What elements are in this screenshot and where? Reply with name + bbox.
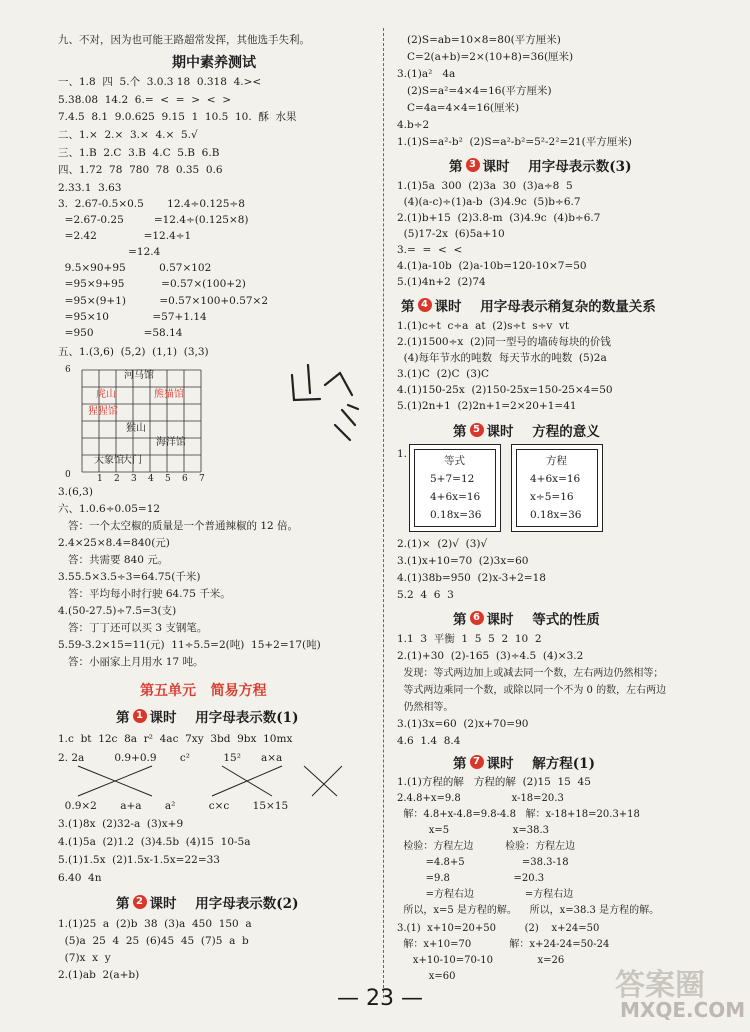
text-line: 二、1.× 2.× 3.× 4.× 5.√ bbox=[58, 129, 198, 141]
text-line: 1.(1)方程的解 方程的解 (2)15 15 45 bbox=[397, 776, 591, 788]
text-line: 等式两边乘同一个数，或除以同一个不为 0 的数，左右两边 bbox=[397, 685, 667, 696]
matching-lines bbox=[52, 764, 378, 800]
lesson-heading-6 bbox=[453, 608, 600, 628]
text-line: 1.(1)5a 300 (2)3a 30 (3)a÷8 5 bbox=[397, 180, 573, 192]
box-title: 等式 bbox=[444, 455, 465, 467]
text-line: 1.(1)25 a (2)b 38 (3)a 450 150 a bbox=[58, 918, 252, 930]
text-line: (2)S=ab=10×8=80(平方厘米) bbox=[407, 34, 561, 46]
text-line: 4.(50-27.5)÷7.5=3(支) bbox=[58, 605, 177, 617]
lesson-heading-4 bbox=[401, 295, 656, 315]
text-line: 三、1.B 2.C 3.B 4.C 5.B 6.B bbox=[58, 147, 220, 159]
text-line: x=5 x=38.3 bbox=[397, 825, 550, 836]
text-line: 3.(1)8x (2)32-a (3)x+9 bbox=[58, 818, 184, 830]
handwritten-scribble bbox=[280, 355, 380, 445]
text-line: 5.(1)2n+1 (2)2n+1=2×20+1=41 bbox=[397, 400, 577, 412]
text-line: 4.6 1.4 8.4 bbox=[397, 735, 461, 747]
text-line: =95×9+95 =0.57×(100+2) bbox=[58, 278, 246, 290]
lesson-number-badge: 4 bbox=[418, 298, 432, 312]
map-y-0: 0 bbox=[65, 470, 71, 480]
box-item: 4+6x=16 bbox=[530, 473, 581, 485]
box-title: 方程 bbox=[546, 455, 567, 467]
heading-prefix: 第 bbox=[116, 896, 130, 912]
lesson-number-badge: 6 bbox=[470, 611, 484, 625]
lesson-number-badge: 1 bbox=[133, 709, 147, 723]
text-line: (7)x x y bbox=[58, 952, 111, 964]
lesson-heading-2 bbox=[116, 892, 298, 912]
map-x-3: 3 bbox=[131, 474, 137, 484]
heading-text: 课时 用字母表示数(2) bbox=[149, 896, 299, 912]
text-line: 4.(1)5a (2)1.2 (3)4.5b (4)15 10-5a bbox=[58, 836, 251, 848]
text-line: C=4a=4×4=16(厘米) bbox=[407, 102, 520, 114]
map-x-7: 7 bbox=[199, 474, 205, 484]
text-line: 0.9×2 a+a a² c×c 15×15 bbox=[58, 800, 289, 812]
heading-text: 课时 用字母表示稍复杂的数量关系 bbox=[434, 299, 656, 315]
map-x-5: 5 bbox=[165, 474, 171, 484]
lesson-heading-7 bbox=[453, 752, 595, 772]
text-line: 四、1.72 78 780 78 0.35 0.6 bbox=[58, 164, 223, 176]
map-label: 海洋馆 bbox=[156, 437, 186, 448]
text-line: 5.2 4 6 3 bbox=[397, 589, 454, 601]
watermark-url: MXQE.COM bbox=[620, 998, 746, 1022]
text-line: 解：x+10=70 解：x+24-24=50-24 bbox=[397, 939, 610, 950]
text-line: 2. 2a 0.9+0.9 c² 15² a×a bbox=[58, 752, 283, 764]
text-line: 1.c bt 12c 8a r² 4ac 7xy 3bd 9bx 10mx bbox=[58, 733, 293, 745]
text-line: 3.(1)x+10=70 (2)3x=60 bbox=[397, 555, 529, 567]
text-line: 五、1.(3,6) (5,2) (1,1) (3,3) bbox=[58, 346, 209, 358]
heading-prefix: 第 bbox=[453, 756, 467, 772]
text-line: 7.4.5 8.1 9.0.625 9.15 1 10.5 10. 酥 水果 bbox=[58, 111, 297, 123]
lesson-number-badge: 2 bbox=[133, 895, 147, 909]
map-label: 河马馆 bbox=[124, 370, 154, 381]
map-x-1: 1 bbox=[97, 474, 103, 484]
map-x-2: 2 bbox=[114, 474, 120, 484]
text-line: 1.(1)c÷t c÷a at (2)s÷t s÷v vt bbox=[397, 320, 570, 332]
section-title-midterm: 期中素养测试 bbox=[172, 55, 256, 71]
text-line: (2)S=a²=4×4=16(平方厘米) bbox=[407, 85, 552, 97]
text-line: 5.59-3.2×15=11(元) 11÷5.5=2(吨) 15+2=17(吨) bbox=[58, 639, 321, 651]
text-line: 答：小丽家上月用水 17 吨。 bbox=[58, 656, 204, 668]
text-line: =95×10 =57+1.14 bbox=[58, 311, 207, 323]
lesson-heading-1 bbox=[116, 706, 298, 726]
text-line: 答：共需要 840 元。 bbox=[58, 554, 169, 566]
lesson-number-badge: 5 bbox=[470, 423, 484, 437]
text-line: 3.55.5×3.5÷3=64.75(千米) bbox=[58, 571, 201, 583]
text-line: x=60 bbox=[397, 971, 456, 982]
box-item: 0.18x=36 bbox=[530, 509, 582, 521]
lesson-number-badge: 3 bbox=[466, 158, 480, 172]
text-line: =4.8+5 =38.3-18 bbox=[397, 857, 569, 868]
text-line: 4.b÷2 bbox=[397, 119, 430, 131]
text-line: (4)(a-c)÷(1)a-b (3)4.9c (5)b÷6.7 bbox=[397, 196, 581, 208]
watermark-logo: 答案圈 bbox=[615, 968, 705, 1003]
map-label: 熊猫馆 bbox=[154, 389, 184, 400]
text-line: =2.67-0.25 =12.4÷(0.125×8) bbox=[58, 214, 249, 226]
map-x-6: 6 bbox=[182, 474, 188, 484]
map-x-4: 4 bbox=[148, 474, 154, 484]
map-label: 猩猩馆 bbox=[88, 406, 118, 417]
text-line: 1.(1)S=a²-b² (2)S=a²-b²=5²-2²=21(平方厘米) bbox=[397, 136, 632, 148]
text-line: (4)每年节水的吨数 每天节水的吨数 (5)2a bbox=[397, 352, 607, 364]
box-item: 4+6x=16 bbox=[430, 491, 481, 503]
lesson-heading-5 bbox=[453, 420, 600, 440]
text-line: =方程右边 =方程右边 bbox=[397, 889, 574, 900]
heading-prefix: 第 bbox=[449, 159, 463, 175]
page-number: — 23 — bbox=[337, 986, 423, 1011]
box-item: 5+7=12 bbox=[430, 473, 475, 485]
text-line: 2.(1)+30 (2)-165 (3)÷4.5 (4)×3.2 bbox=[397, 650, 584, 662]
text-line: 3.(6,3) bbox=[58, 486, 93, 498]
text-line: 一、1.8 四 5.个 3.0.3 18 0.318 4.>< bbox=[58, 76, 262, 88]
text-line: 6.40 4n bbox=[58, 872, 102, 884]
text-line: C=2(a+b)=2×(10+8)=36(厘米) bbox=[407, 51, 574, 63]
text-line: 六、1.0.6÷0.05=12 bbox=[58, 503, 161, 515]
text-line: 2.4×25×8.4=840(元) bbox=[58, 537, 170, 549]
text-line: =2.42 =12.4÷1 bbox=[58, 230, 192, 242]
unit-title: 第五单元 简易方程 bbox=[140, 683, 267, 699]
text-line: 5.38.08 14.2 6.= < = > < > bbox=[58, 94, 231, 106]
text-line: 发现：等式两边加上或减去同一个数，左右两边仍然相等； bbox=[397, 668, 664, 679]
text-line: =950 =58.14 bbox=[58, 327, 183, 339]
heading-prefix: 第 bbox=[401, 299, 415, 315]
text-line: 4.(1)a-10b (2)a-10b=120-10×7=50 bbox=[397, 260, 587, 272]
center-divider bbox=[383, 28, 384, 998]
text-line: 答：丁丁还可以买 3 支钢笔。 bbox=[58, 622, 208, 634]
heading-prefix: 第 bbox=[116, 710, 130, 726]
box-item: x÷5=16 bbox=[530, 491, 574, 503]
text-line: 4.(1)150-25x (2)150-25x=150-25×4=50 bbox=[397, 384, 613, 396]
text-line: 2.(1)b+15 (2)3.8-m (3)4.9c (4)b÷6.7 bbox=[397, 212, 601, 224]
map-label: 大象馆 bbox=[94, 455, 124, 466]
text-line: (5)17-2x (6)5a+10 bbox=[397, 228, 505, 240]
map-label: 大门 bbox=[122, 455, 142, 466]
text-line: 3.(1) x+10=20+50 (2) x+24=50 bbox=[397, 923, 600, 934]
heading-text: 课时 方程的意义 bbox=[486, 424, 600, 440]
text-line: 2.33.1 3.63 bbox=[58, 182, 122, 194]
text-line: 3.(1)C (2)C (3)C bbox=[397, 368, 490, 380]
text-line: 3.(1)a² 4a bbox=[397, 68, 456, 80]
heading-text: 课时 等式的性质 bbox=[486, 612, 600, 628]
text-line: 4.(1)38b=950 (2)x-3+2=18 bbox=[397, 572, 546, 584]
text-line: 5.(1)1.5x (2)1.5x-1.5x=22=33 bbox=[58, 854, 220, 866]
heading-text: 课时 用字母表示数(3) bbox=[482, 159, 632, 175]
text-line: 2.(1)1500÷x (2)同一型号的墙砖每块的价钱 bbox=[397, 336, 611, 348]
text-line: 答：一个太空椒的质量是一个普通辣椒的 12 倍。 bbox=[58, 520, 299, 532]
heading-text: 课时 用字母表示数(1) bbox=[149, 710, 299, 726]
coordinate-grid-map bbox=[72, 364, 232, 486]
heading-text: 课时 解方程(1) bbox=[486, 756, 595, 772]
map-label: 猴山 bbox=[126, 423, 146, 434]
lesson-heading-3 bbox=[449, 155, 631, 175]
equation-box bbox=[409, 444, 501, 532]
text-line: 答：平均每小时行驶 64.75 千米。 bbox=[58, 588, 231, 600]
map-y-6: 6 bbox=[65, 365, 71, 375]
text-line: =95×(9+1) =0.57×100+0.57×2 bbox=[58, 295, 269, 307]
text-line: =12.4 bbox=[58, 246, 161, 258]
text-line: 3. 2.67-0.5×0.5 12.4÷0.125÷8 bbox=[58, 198, 245, 210]
lesson-number-badge: 7 bbox=[470, 755, 484, 769]
text-line: 解：4.8+x-4.8=9.8-4.8 解：x-18+18=20.3+18 bbox=[397, 809, 640, 820]
text-line: 9.5×90+95 0.57×102 bbox=[58, 262, 212, 274]
text-line: 5.(1)4n+2 (2)74 bbox=[397, 276, 486, 288]
box-item: 0.18x=36 bbox=[430, 509, 482, 521]
text-line: 1.1 3 平衡 1 5 5 2 10 2 bbox=[397, 633, 542, 645]
text-line: 3.= = < < bbox=[397, 244, 463, 256]
text-line: 2.(1)× (2)√ (3)√ bbox=[397, 538, 488, 550]
text-line: =9.8 =20.3 bbox=[397, 873, 545, 884]
map-label: 虎山 bbox=[96, 389, 116, 400]
text-line: x+10-10=70-10 x=26 bbox=[397, 955, 565, 966]
text-line: (5)a 25 4 25 (6)45 45 (7)5 a b bbox=[58, 935, 249, 947]
text-line: 2.4.8+x=9.8 x-18=20.3 bbox=[397, 793, 564, 804]
equation-box bbox=[511, 444, 603, 532]
text-line: 仍然相等。 bbox=[397, 702, 454, 713]
text-line: 检验：方程左边 检验：方程左边 bbox=[397, 841, 576, 852]
heading-prefix: 第 bbox=[453, 612, 467, 628]
text-line: 九、不对，因为也可能王路超常发挥，其他选手失利。 bbox=[58, 34, 310, 46]
heading-prefix: 第 bbox=[453, 424, 467, 440]
question-number: 1. bbox=[397, 448, 408, 460]
text-line: 所以，x=5 是方程的解。 所以，x=38.3 是方程的解。 bbox=[397, 905, 660, 916]
text-line: 2.(1)ab 2(a+b) bbox=[58, 969, 140, 981]
text-line: 3.(1)3x=60 (2)x+70=90 bbox=[397, 718, 529, 730]
